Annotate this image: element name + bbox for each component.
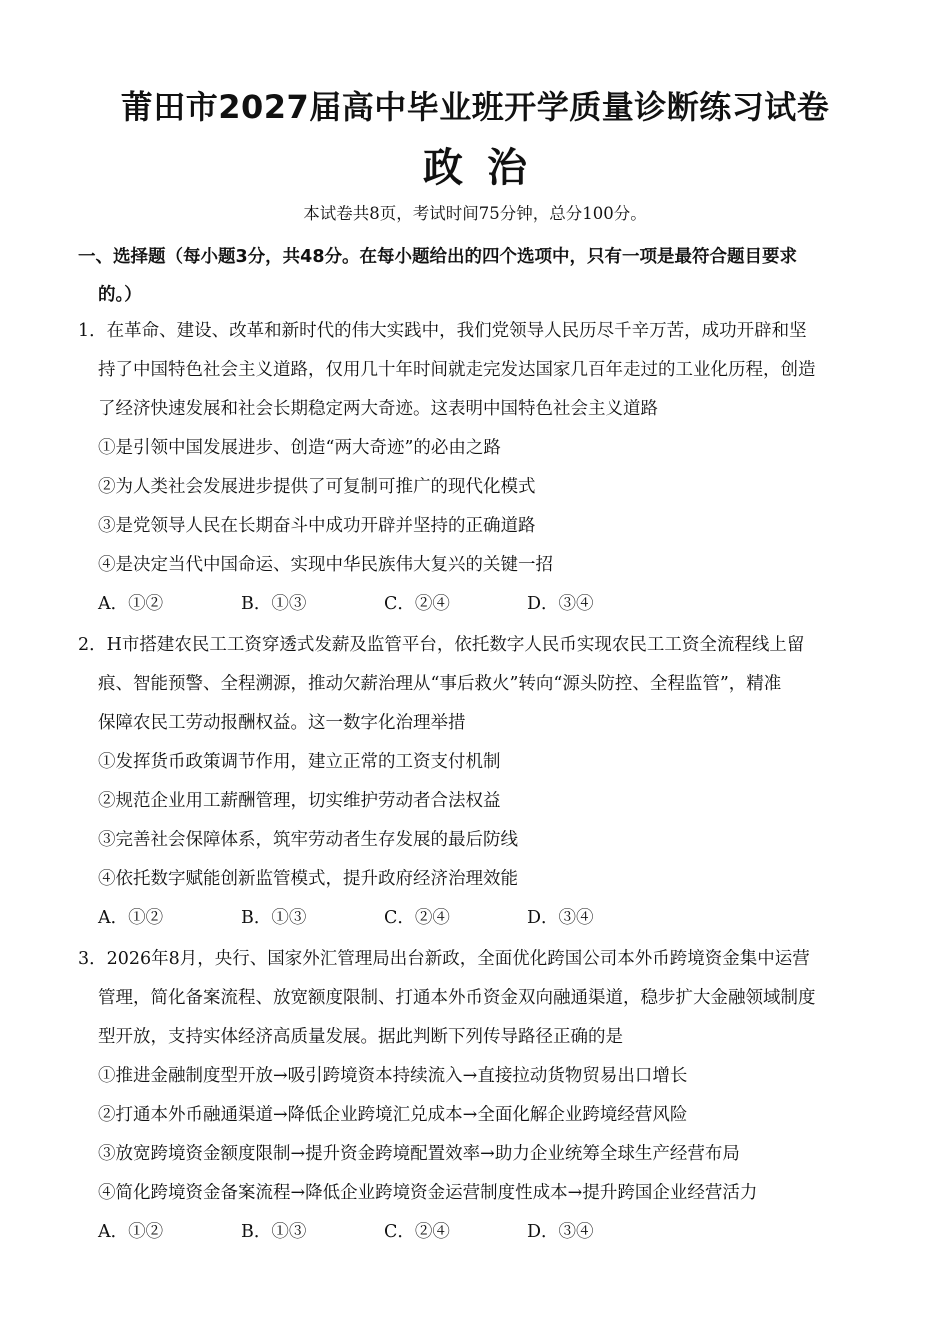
choice-b: B．①③ — [241, 594, 307, 614]
exam-info: 本试卷共8页，考试时间75分钟，总分100分。 — [303, 204, 647, 223]
statement-option: ④是决定当代中国命运、实现中华民族伟大复兴的关键一招 — [98, 555, 553, 575]
question-stem-line: 痕、智能预警、全程溯源，推动欠薪治理从“事后救火”转向“源头防控、全程监管”，精准 — [98, 674, 782, 694]
statement-option: ③放宽跨境资金额度限制→提升资金跨境配置效率→助力企业统筹全球生产经营布局 — [98, 1144, 740, 1164]
question-stem-line: 1．在革命、建设、改革和新时代的伟大实践中，我们党领导人民历尽千辛万苦，成功开辟和坚 — [78, 321, 807, 341]
exam-title: 莆田市2027届高中毕业班开学质量诊断练习试卷 — [120, 88, 830, 126]
choice-a: A．①② — [98, 594, 164, 614]
statement-option: ③完善社会保障体系，筑牢劳动者生存发展的最后防线 — [98, 830, 518, 850]
section-heading-line2: 的。） — [98, 285, 142, 305]
question-stem-line: 了经济快速发展和社会长期稳定两大奇迹。这表明中国特色社会主义道路 — [98, 399, 658, 419]
question-stem-line: 3．2026年8月，央行、国家外汇管理局出台新政，全面优化跨国公司本外币跨境资金集中运营 — [78, 949, 810, 969]
choice-d: D．③④ — [527, 1222, 594, 1242]
statement-option: ②打通本外币融通渠道→降低企业跨境汇兑成本→全面化解企业跨境经营风险 — [98, 1105, 688, 1125]
choice-d: D．③④ — [527, 594, 594, 614]
choice-b: B．①③ — [241, 1222, 307, 1242]
statement-option: ④简化跨境资金备案流程→降低企业跨境资金运营制度性成本→提升跨国企业经营活力 — [98, 1183, 758, 1203]
choice-b: B．①③ — [241, 908, 307, 928]
answer-choices — [78, 585, 878, 624]
section-heading — [78, 238, 878, 314]
question-stem-line: 持了中国特色社会主义道路，仅用几十年时间就走完发达国家几百年走过的工业化历程，创造 — [98, 360, 816, 380]
statement-option: ①发挥货币政策调节作用，建立正常的工资支付机制 — [98, 752, 501, 772]
question-1 — [78, 312, 878, 624]
answer-choices — [78, 1213, 878, 1252]
statement-option: ②规范企业用工薪酬管理，切实维护劳动者合法权益 — [98, 791, 501, 811]
question-stem-line: 管理，简化备案流程、放宽额度限制、打通本外币资金双向融通渠道，稳步扩大金融领域制度 — [98, 988, 816, 1008]
statement-option: ①推进金融制度型开放→吸引跨境资本持续流入→直接拉动货物贸易出口增长 — [98, 1066, 688, 1086]
choice-c: C．②④ — [384, 1222, 450, 1242]
choice-d: D．③④ — [527, 908, 594, 928]
choice-c: C．②④ — [384, 908, 450, 928]
answer-choices — [78, 899, 878, 938]
question-2 — [78, 626, 878, 938]
statement-option: ③是党领导人民在长期奋斗中成功开辟并坚持的正确道路 — [98, 516, 536, 536]
statement-option: ④依托数字赋能创新监管模式，提升政府经济治理效能 — [98, 869, 518, 889]
statement-option: ②为人类社会发展进步提供了可复制可推广的现代化模式 — [98, 477, 536, 497]
section-heading-line1: 一、选择题（每小题3分，共48分。在每小题给出的四个选项中，只有一项是最符合题目要求 — [78, 247, 798, 267]
question-stem-line: 保障农民工劳动报酬权益。这一数字化治理举措 — [98, 713, 466, 733]
question-stem-line: 2．H市搭建农民工工资穿透式发薪及监管平台，依托数字人民币实现农民工工资全流程线上留 — [78, 635, 805, 655]
question-stem-line: 型开放，支持实体经济高质量发展。据此判断下列传导路径正确的是 — [98, 1027, 623, 1047]
choice-c: C．②④ — [384, 594, 450, 614]
choice-a: A．①② — [98, 1222, 164, 1242]
question-3 — [78, 940, 878, 1252]
subject-title: 政治 — [423, 145, 551, 191]
choice-a: A．①② — [98, 908, 164, 928]
statement-option: ①是引领中国发展进步、创造“两大奇迹”的必由之路 — [98, 438, 501, 458]
